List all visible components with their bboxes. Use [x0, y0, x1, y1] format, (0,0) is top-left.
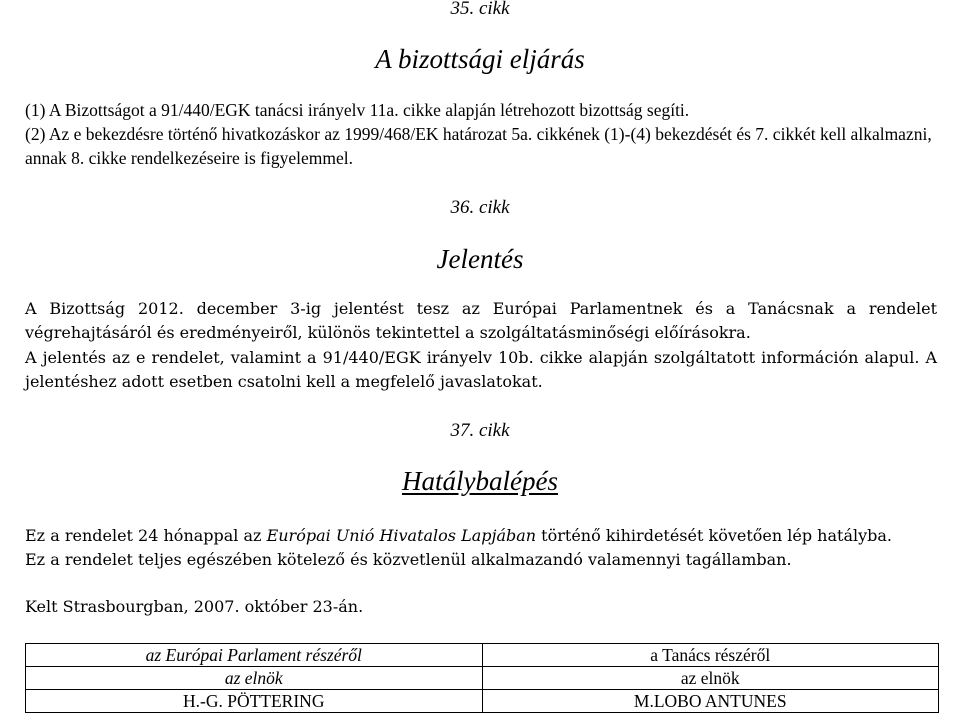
- article-37-text-start: Ez a rendelet 24 hónappal az: [25, 526, 267, 545]
- right-institution: a Tanács részéről: [482, 644, 939, 667]
- left-role: az elnök: [26, 667, 483, 690]
- article-35-title: A bizottsági eljárás: [375, 44, 585, 74]
- left-institution: az Európai Parlament részéről: [26, 644, 483, 667]
- right-signatory-name: M.LOBO ANTUNES: [482, 690, 939, 713]
- table-row: [26, 644, 939, 667]
- article-36-number: 36. cikk: [450, 197, 510, 218]
- article-37-paragraph-1: [25, 524, 892, 548]
- signature-table: [25, 643, 939, 713]
- official-journal-title: Európai Unió Hivatalos Lapjában: [266, 526, 537, 545]
- right-role: az elnök: [482, 667, 939, 690]
- article-37-title: Hatálybalépés: [402, 466, 558, 496]
- left-signatory-name: H.-G. PÖTTERING: [26, 690, 483, 713]
- article-36-paragraph-2: A jelentés az e rendelet, valamint a 91/440/EGK irányelv 10b. cikke alapján szolgáltatott információn alapul. A jelentéshez adott esetben csatolni kell a megfelelő javaslatokat.: [25, 348, 937, 391]
- table-row: [26, 667, 939, 690]
- article-35-paragraph-2: (2) Az e bekezdésre történő hivatkozáskor az 1999/468/EK határozat 5a. cikkének (1)-(4) bekezdését és 7. cikkét kell alkalmazni, annak 8. cikke rendelkezéseire is figyelemmel.: [25, 124, 932, 168]
- article-35-number: 35. cikk: [450, 0, 510, 19]
- article-35-paragraph-1: (1) A Bizottságot a 91/440/EGK tanácsi irányelv 11a. cikke alapján létrehozott bizottság segíti.: [25, 100, 690, 120]
- place-date: Kelt Strasbourgban, 2007. október 23-án.: [25, 597, 364, 616]
- article-36-paragraph-1: A Bizottság 2012. december 3-ig jelentést tesz az Európai Parlamentnek és a Tanácsnak a rendelet végrehajtásáról és eredményeiről, különös tekintettel a szolgáltatásminőségi előírásokra.: [25, 299, 937, 342]
- article-37-text-end: történő kihirdetését követően lép hatályba.: [536, 526, 893, 545]
- article-37-paragraph-2: Ez a rendelet teljes egészében kötelező és közvetlenül alkalmazandó valamennyi tagállamban.: [25, 550, 792, 569]
- article-37-number: 37. cikk: [450, 420, 510, 441]
- table-row: [26, 690, 939, 713]
- article-36-title: Jelentés: [436, 244, 524, 274]
